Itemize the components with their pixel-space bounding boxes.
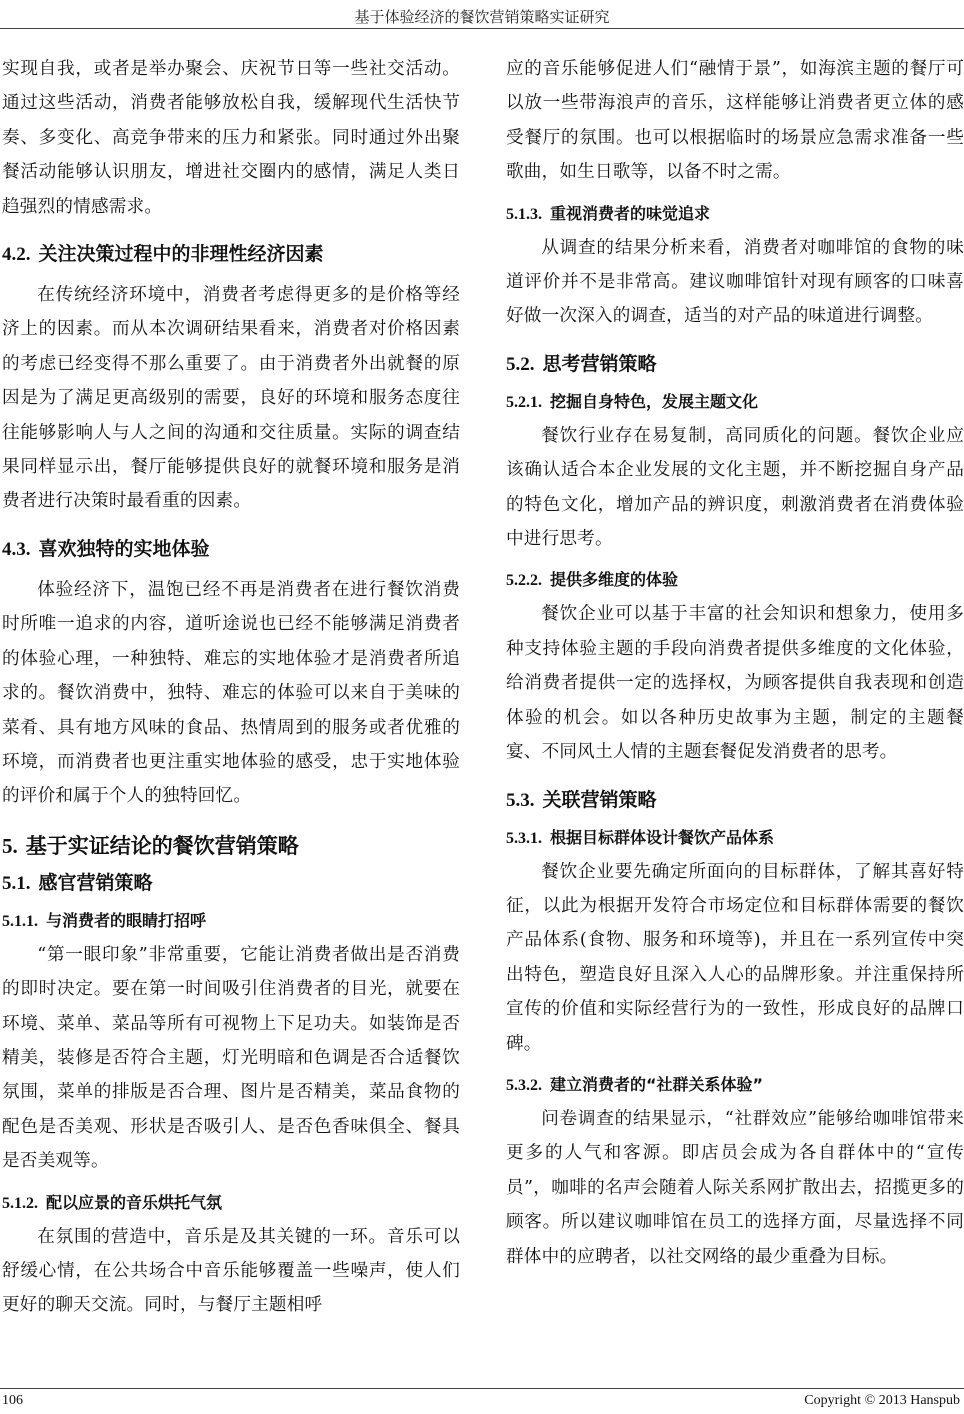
heading-number: 5. — [2, 833, 18, 858]
heading-number: 5.1.2. — [2, 1194, 38, 1212]
heading-text: 思考营销策略 — [542, 352, 657, 375]
heading-text: 建立消费者的“社群关系体验” — [550, 1074, 764, 1094]
heading-5-2 — [506, 351, 964, 378]
heading-text: 根据目标群体设计餐饮产品体系 — [550, 827, 775, 847]
heading-number: 5.2.2. — [506, 572, 542, 590]
paragraph-5-3-2: 问卷调查的结果显示，“社群效应”能够给咖啡馆带来更多的人气和客源。即店员会成为各自群体中的“宣传员”，咖啡的名声会随着人际关系网扩散出去，招揽更多的顾客。所以建议咖啡馆在员工的选择方面，尽量选择不同群体中的应聘者，以社交网络的最少重叠为目标。 — [506, 1108, 964, 1267]
heading-text: 配以应景的音乐烘托气氛 — [46, 1192, 223, 1212]
heading-number: 5.3.1. — [506, 829, 542, 847]
heading-text: 提供多维度的体验 — [550, 570, 679, 590]
heading-4-2 — [2, 241, 460, 268]
left-column — [2, 52, 460, 1323]
heading-5-3-1 — [506, 826, 964, 851]
heading-text: 与消费者的眼睛打招呼 — [46, 910, 207, 930]
heading-number: 5.3.2. — [506, 1076, 542, 1094]
heading-number: 5.1. — [2, 872, 31, 894]
heading-text: 感官营销策略 — [38, 871, 153, 894]
paragraph-4-3: 体验经济下，温饱已经不再是消费者在进行餐饮消费时所唯一追求的内容，道听途说也已经不能够满足消费者的体验心理，一种独特、难忘的实地体验才是消费者所追求的。餐饮消费中，独特、难忘的体验可以来自于美味的菜肴、具有地方风味的食品、热情周到的服务或者优雅的环境，而消费者也更注重实地体验的感受，忠于实地体验的评价和属于个人的独特回忆。 — [2, 579, 460, 807]
heading-5-1-3 — [506, 202, 964, 227]
paragraph-continued: 应的音乐能够促进人们“融情于景”，如海滨主题的餐厅可以放一些带海浪声的音乐，这样能够让消费者更立体的感受餐厅的氛围。也可以根据临时的场景应急需求准备一些歌曲，如生日歌等，以备不时之需。 — [506, 59, 964, 183]
heading-number: 5.1.1. — [2, 912, 38, 930]
header-rule — [0, 28, 964, 29]
footer-rule — [0, 1388, 964, 1389]
heading-5-2-2 — [506, 568, 964, 593]
paragraph-5-1-3: 从调查的结果分析来看，消费者对咖啡馆的食物的味道评价并不是非常高。建议咖啡馆针对现有顾客的口味喜好做一次深入的调查，适当的对产品的味道进行调整。 — [506, 237, 964, 327]
paragraph-5-1-2: 在氛围的营造中，音乐是及其关键的一环。音乐可以舒缓心情，在公共场合中音乐能够覆盖一些噪声，使人们更好的聊天交流。同时，与餐厅主题相呼 — [2, 1226, 460, 1316]
heading-text: 基于实证结论的餐饮营销策略 — [25, 833, 299, 858]
heading-5-1 — [2, 870, 460, 897]
paragraph-5-2-2: 餐饮企业可以基于丰富的社会知识和想象力，使用多种支持体验主题的手段向消费者提供多维度的文化体验，给消费者提供一定的选择权，为顾客提供自我表现和创造体验的机会。如以各种历史故事为主题，制定的主题餐宴、不同风土人情的主题套餐促发消费者的思考。 — [506, 604, 964, 763]
paragraph-4-2: 在传统经济环境中，消费者考虑得更多的是价格等经济上的因素。而从本次调研结果看来，消费者对价格因素的考虑已经变得不那么重要了。由于消费者外出就餐的原因是为了满足更高级别的需要，良好的环境和服务态度往往能够影响人与人之间的沟通和交往质量。实际的调查结果同样显示出，餐厅能够提供良好的就餐环境和服务是消费者进行决策时最看重的因素。 — [2, 285, 460, 512]
heading-5-2-1 — [506, 390, 964, 415]
copyright-notice: Copyright © 2013 Hanspub — [804, 1393, 960, 1408]
running-title: 基于体验经济的餐饮营销策略实证研究 — [354, 8, 610, 26]
heading-text: 喜欢独特的实地体验 — [38, 537, 210, 560]
heading-number: 5.2. — [506, 353, 535, 375]
paragraph-5-2-1: 餐饮行业存在易复制，高同质化的问题。餐饮企业应该确认适合本企业发展的文化主题，并不断挖掘自身产品的特色文化，增加产品的辨识度，刺激消费者在消费体验中进行思考。 — [506, 425, 964, 550]
paragraph-intro: 实现自我，或者是举办聚会、庆祝节日等一些社交活动。通过这些活动，消费者能够放松自我，缓解现代生活快节奏、多变化、高竞争带来的压力和紧张。同时通过外出聚餐活动能够认识朋友，增进社交圈内的感情，满足人类日趋强烈的情感需求。 — [2, 59, 460, 217]
heading-number: 4.2. — [2, 244, 31, 266]
heading-text: 重视消费者的味觉追求 — [550, 203, 711, 223]
heading-text: 关注决策过程中的非理性经济因素 — [38, 243, 324, 266]
heading-number: 5.3. — [506, 789, 535, 811]
heading-number: 5.2.1. — [506, 393, 542, 411]
heading-5-1-2 — [2, 1191, 460, 1216]
heading-5-1-1 — [2, 909, 460, 934]
heading-text: 关联营销策略 — [542, 788, 657, 811]
heading-text: 挖掘自身特色，发展主题文化 — [550, 391, 759, 411]
right-column — [506, 52, 964, 1274]
heading-5-3 — [506, 787, 964, 814]
heading-number: 4.3. — [2, 538, 31, 560]
heading-5-3-2 — [506, 1073, 964, 1098]
heading-5 — [2, 832, 460, 860]
paragraph-5-3-1: 餐饮企业要先确定所面向的目标群体，了解其喜好特征，以此为根据开发符合市场定位和目标群体需要的餐饮产品体系(食物、服务和环境等)，并且在一系列宣传中突出特色，塑造良好且深入人心的品牌形象。并注重保持所宣传的价值和实际经营行为的一致性，形成良好的品牌口碑。 — [506, 861, 964, 1054]
paragraph-5-1-1: “第一眼印象”非常重要，它能让消费者做出是否消费的即时决定。要在第一时间吸引住消费者的目光，就要在环境、菜单、菜品等所有可视物上下足功夫。如装饰是否精美，装修是否符合主题，灯光明暗和色调是否合适餐饮氛围，菜单的排版是否合理、图片是否精美，菜品食物的配色是否美观、形状是否吸引人、是否色香味俱全、餐具是否美观等。 — [2, 944, 460, 1172]
heading-4-3 — [2, 536, 460, 563]
page-number: 106 — [2, 1393, 23, 1408]
heading-number: 5.1.3. — [506, 205, 542, 223]
